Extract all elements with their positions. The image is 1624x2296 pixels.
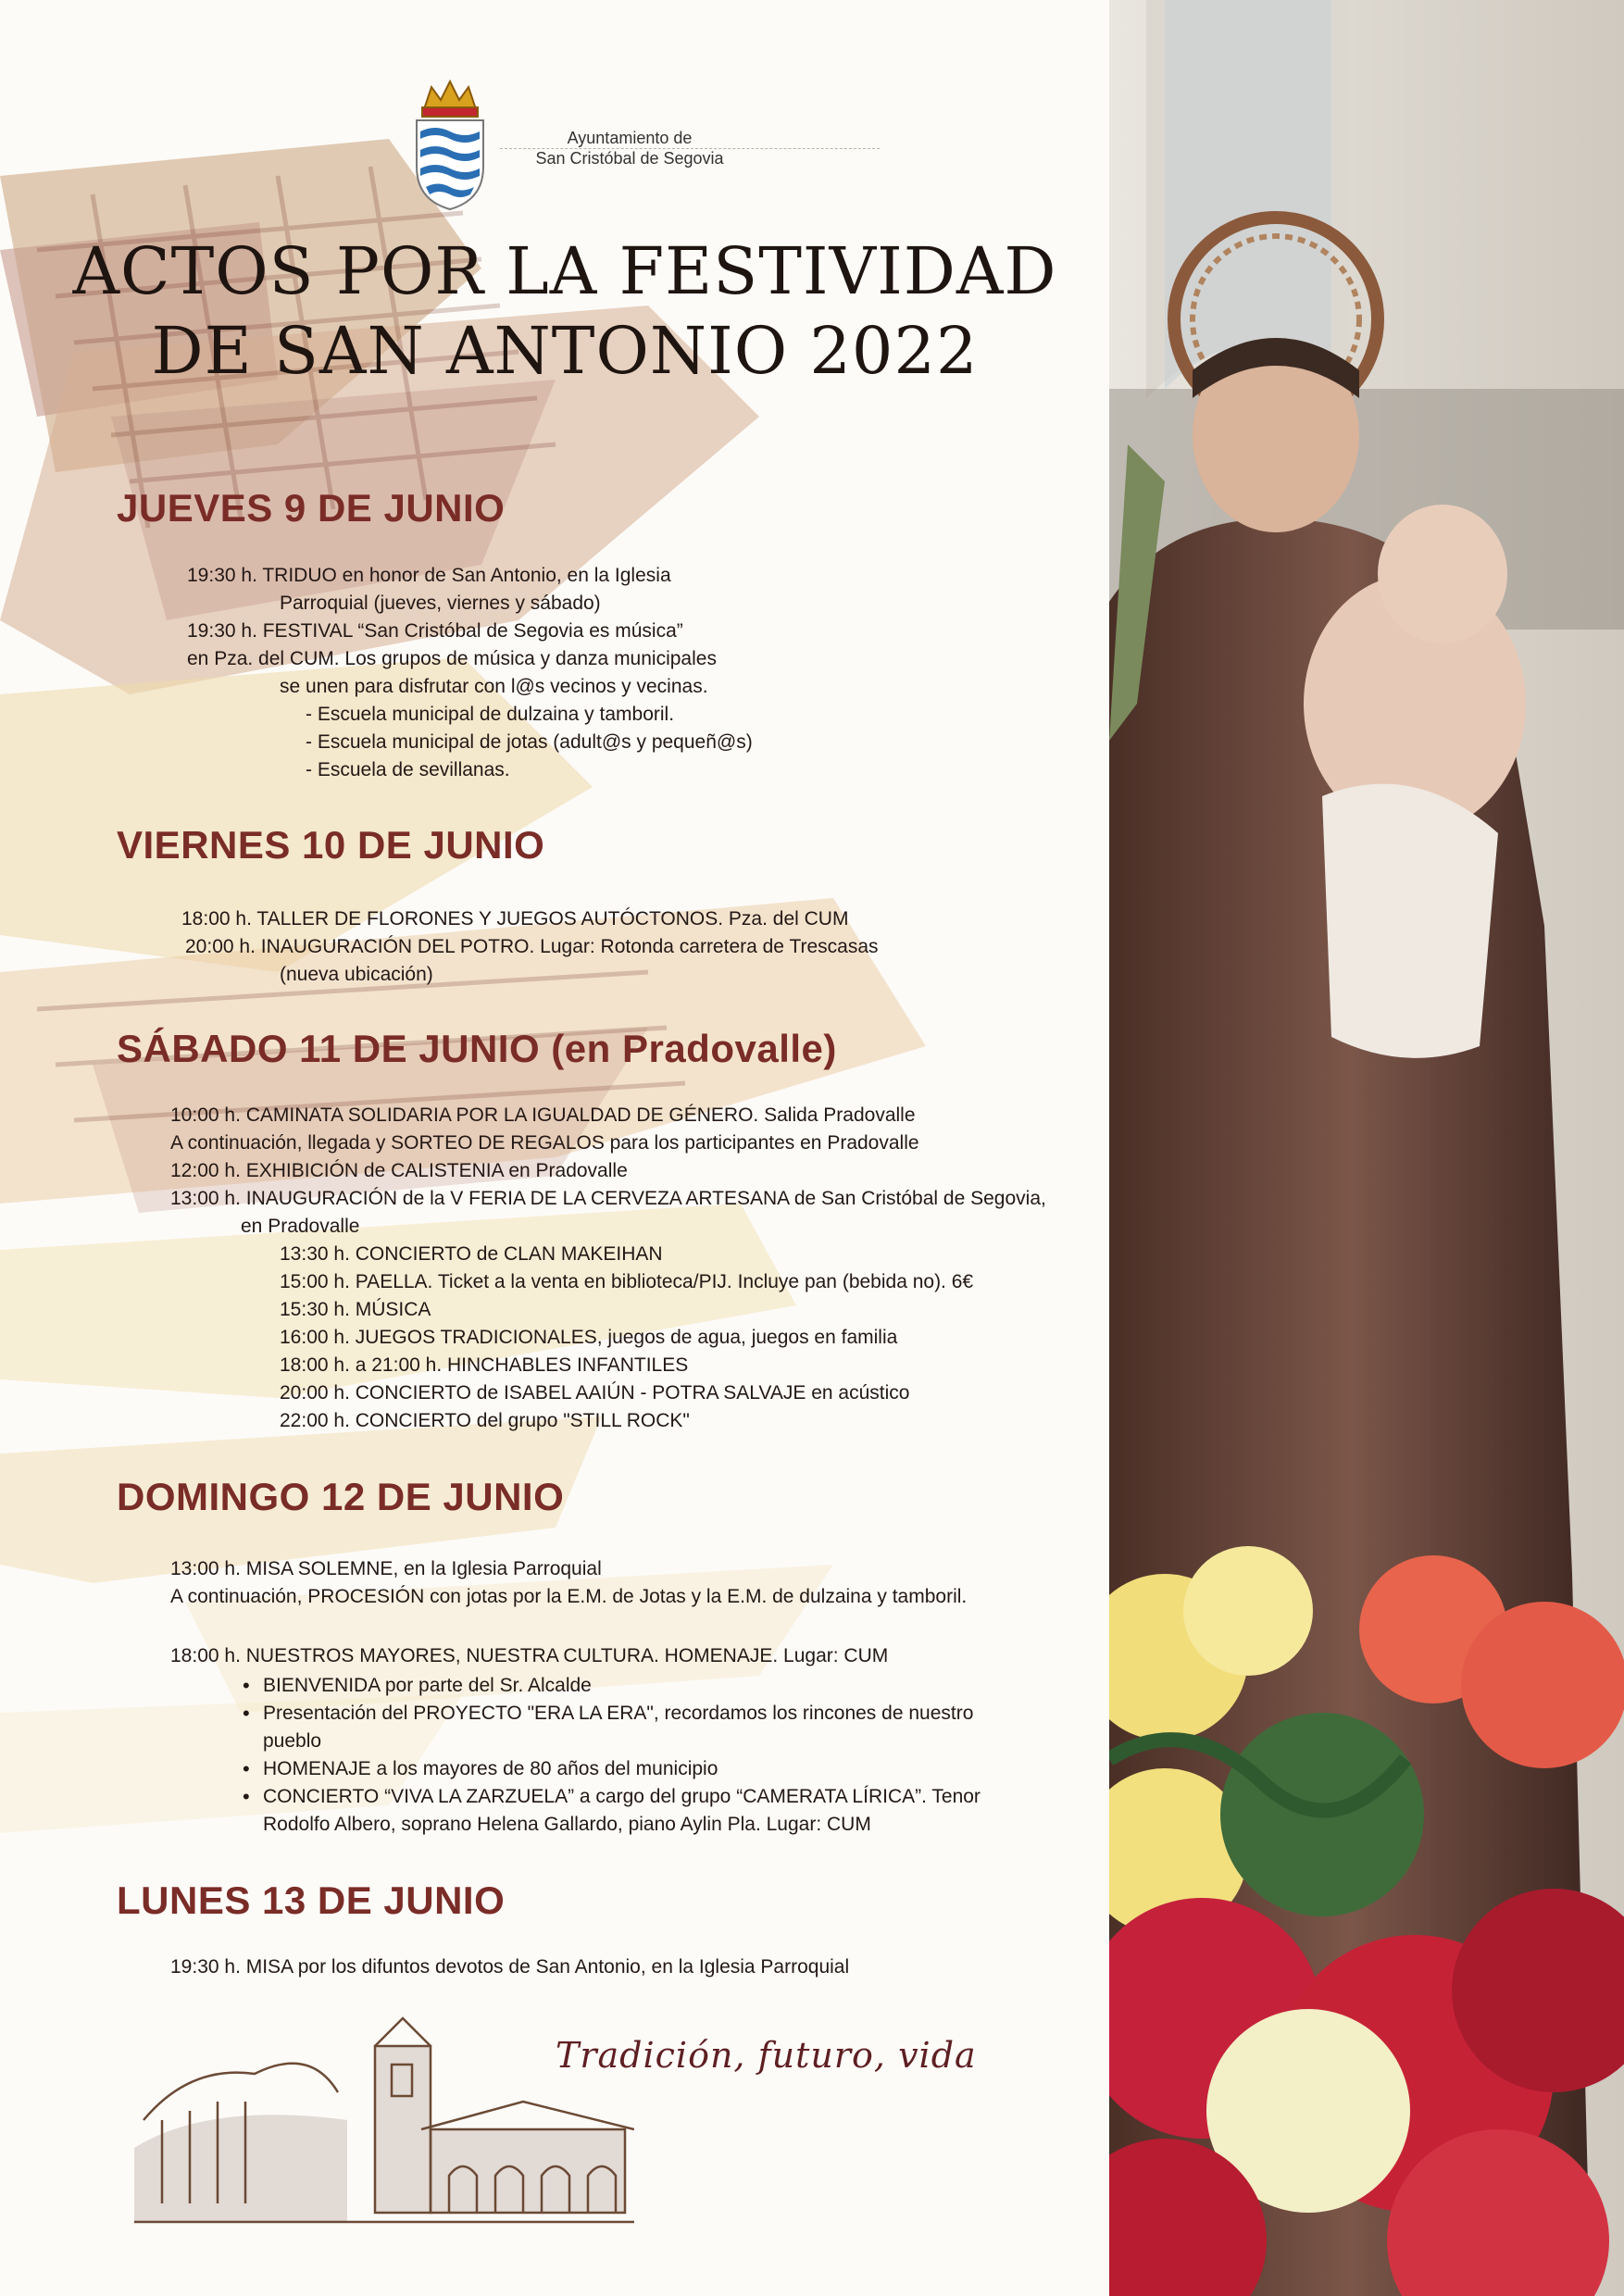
event-line: 20:00 h. INAUGURACIÓN DEL POTRO. Lugar: Rotonda carretera de Trescasas — [185, 936, 879, 957]
event-line: 15:30 h. MÚSICA — [280, 1299, 431, 1320]
event-line: 18:00 h. a 21:00 h. HINCHABLES INFANTILES — [280, 1354, 689, 1376]
event-line: Parroquial (jueves, viernes y sábado) — [280, 593, 601, 614]
event-line: 13:00 h. MISA SOLEMNE, en la Iglesia Parroquial — [170, 1558, 602, 1579]
bullet-icon: • — [243, 1757, 250, 1780]
day-heading-saturday: SÁBADO 11 DE JUNIO (en Pradovalle) — [117, 1027, 837, 1070]
event-line: 12:00 h. EXHIBICIÓN de CALISTENIA en Pradovalle — [170, 1160, 628, 1181]
event-line: 16:00 h. JUEGOS TRADICIONALES, juegos de agua, juegos en familia — [280, 1327, 898, 1348]
header-divider — [500, 148, 880, 149]
motto-text: Tradición, futuro, vida — [556, 2035, 977, 2076]
municipality-line-2: San Cristóbal de Segovia — [535, 149, 724, 168]
event-line: 19:30 h. MISA por los difuntos devotos de San Antonio, en la Iglesia Parroquial — [170, 1956, 850, 1978]
event-line: 15:00 h. PAELLA. Ticket a la venta en biblioteca/PIJ. Incluye pan (bebida no). 6€ — [280, 1271, 974, 1292]
day-heading-sunday: DOMINGO 12 DE JUNIO — [117, 1475, 565, 1518]
event-line: 18:00 h. NUESTROS MAYORES, NUESTRA CULTURA. HOMENAJE. Lugar: CUM — [170, 1645, 889, 1666]
event-line: 18:00 h. TALLER DE FLORONES Y JUEGOS AUTÓCTONOS. Pza. del CUM — [181, 908, 849, 930]
day-heading-friday: VIERNES 10 DE JUNIO — [117, 823, 545, 867]
event-line: en Pza. del CUM. Los grupos de música y danza municipales — [187, 648, 717, 669]
event-line: (nueva ubicación) — [280, 964, 433, 985]
event-line: pueblo — [263, 1730, 322, 1752]
bullet-icon: • — [243, 1674, 250, 1697]
event-line: Presentación del PROYECTO "ERA LA ERA", recordamos los rincones de nuestro — [263, 1703, 974, 1724]
event-line: Rodolfo Albero, soprano Helena Gallardo, piano Aylin Pla. Lugar: CUM — [263, 1814, 871, 1835]
bullet-icon: • — [243, 1785, 250, 1808]
event-line: 19:30 h. TRIDUO en honor de San Antonio, en la Iglesia — [187, 565, 671, 586]
event-line: BIENVENIDA por parte del Sr. Alcalde — [263, 1675, 592, 1696]
event-line: - Escuela municipal de dulzaina y tamboril. — [306, 704, 675, 725]
event-line: CONCIERTO “VIVA LA ZARZUELA” a cargo del grupo “CAMERATA LÍRICA”. Tenor — [263, 1786, 981, 1807]
event-line: en Pradovalle — [241, 1216, 360, 1237]
event-line: 13:00 h. INAUGURACIÓN de la V FERIA DE LA CERVEZA ARTESANA de San Cristóbal de Segovia, — [170, 1188, 1046, 1209]
title-line-2: DE SAN ANTONIO 2022 — [151, 313, 979, 389]
municipality-line-1: Ayuntamiento de — [567, 129, 693, 147]
event-line: - Escuela municipal de jotas (adult@s y pequeñ@s) — [306, 731, 753, 753]
day-heading-thursday: JUEVES 9 DE JUNIO — [117, 486, 506, 530]
event-line: 20:00 h. CONCIERTO de ISABEL AAIÚN - POTRA SALVAJE en acústico — [280, 1382, 910, 1404]
event-line: 22:00 h. CONCIERTO del grupo "STILL ROCK" — [280, 1410, 690, 1431]
municipal-crest-icon — [404, 74, 496, 213]
event-line: se unen para disfrutar con l@s vecinos y vecinas. — [280, 676, 708, 697]
page-title — [56, 231, 1074, 391]
event-line: 13:30 h. CONCIERTO de CLAN MAKEIHAN — [280, 1243, 663, 1265]
event-line: 19:30 h. FESTIVAL “San Cristóbal de Segovia es música” — [187, 620, 683, 642]
event-line: 10:00 h. CAMINATA SOLIDARIA POR LA IGUALDAD DE GÉNERO. Salida Pradovalle — [170, 1104, 916, 1126]
saint-statue-photo — [1109, 0, 1624, 2296]
event-line: A continuación, PROCESIÓN con jotas por la E.M. de Jotas y la E.M. de dulzaina y tamboril. — [170, 1586, 968, 1607]
bullet-icon: • — [243, 1702, 250, 1725]
event-line: HOMENAJE a los mayores de 80 años del municipio — [263, 1758, 718, 1779]
day-heading-monday: LUNES 13 DE JUNIO — [117, 1878, 506, 1922]
event-line: A continuación, llegada y SORTEO DE REGALOS para los participantes en Pradovalle — [170, 1132, 919, 1154]
title-line-1: ACTOS POR LA FESTIVIDAD — [72, 233, 1057, 309]
event-line: - Escuela de sevillanas. — [306, 759, 510, 780]
